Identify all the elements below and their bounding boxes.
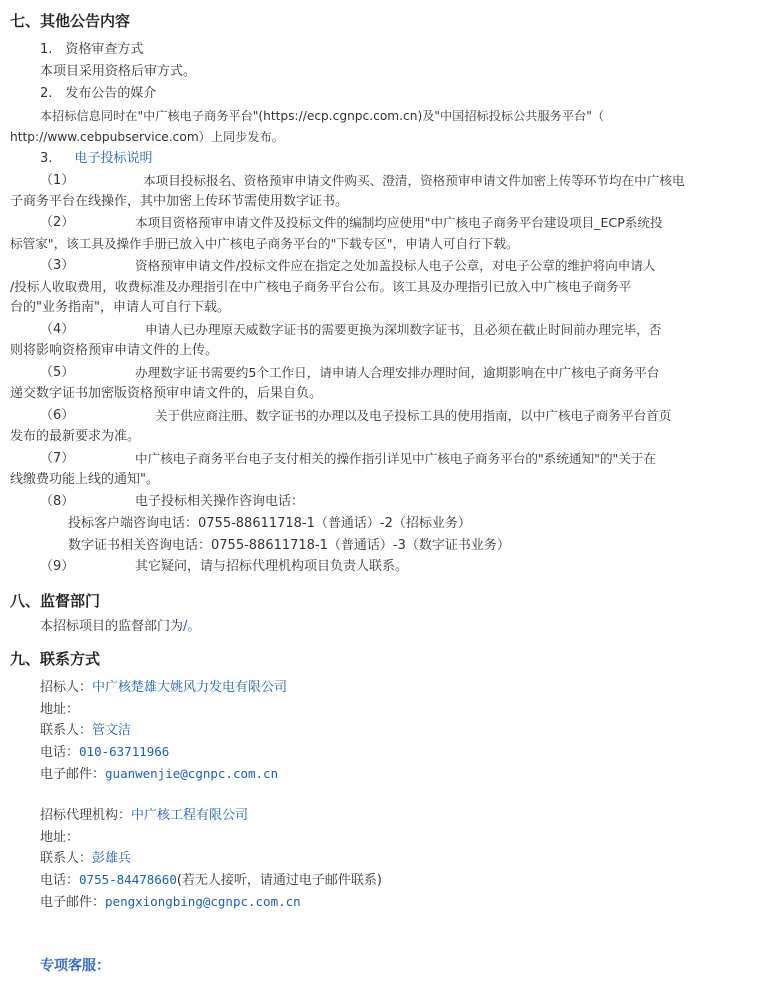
item-1-text: 本项目采用资格后审方式。	[40, 64, 197, 79]
agent-email-label: 电子邮件：	[40, 895, 106, 910]
special-service-title: 专项客服：	[40, 958, 110, 974]
para-7-text-cont: 线缴费功能上线的通知"。	[10, 472, 159, 487]
agent-phone-label: 电话：	[40, 873, 80, 888]
para-1-num: （1）	[40, 173, 75, 188]
agent-address-label: 地址：	[40, 830, 80, 845]
para-4-text-cont: 则将影响资格预审申请文件的上传。	[10, 343, 219, 358]
item-2-text: 本招标信息同时在"中广核电子商务平台"(https://ecp.cgnpc.com.cn)及"中国招标投标公共服务平台"（	[40, 109, 605, 123]
tenderer-phone-value: 010-63711966	[79, 744, 170, 759]
agent-line	[40, 808, 248, 824]
section-7-title: 七、其他公告内容	[10, 12, 131, 30]
tenderer-label: 招标人：	[40, 680, 93, 695]
para-5-num: （5）	[40, 365, 75, 380]
para-2-num: （2）	[40, 215, 75, 230]
para-9-text: 其它疑问，请与招标代理机构项目负责人联系。	[135, 559, 409, 574]
section-8-title: 八、监督部门	[10, 592, 101, 610]
agent-phone-value: 0755-84478660	[79, 872, 177, 887]
tenderer-contact-label: 联系人：	[40, 723, 93, 738]
para-8-num: （8）	[40, 494, 75, 509]
para-5-text-cont: 递交数字证书加密版资格预审申请文件的，后果自负。	[10, 386, 323, 401]
section-9-title: 九、联系方式	[10, 650, 101, 668]
agent-label: 招标代理机构：	[40, 808, 132, 823]
para-3-text-cont: /投标人收取费用，收费标准及办理指引在中广核电子商务平台公布。该工具及办理指引已放入中广核电子商务平	[10, 279, 632, 294]
supervisor-line	[40, 619, 200, 635]
tenderer-email-label: 电子邮件：	[40, 767, 106, 782]
item-3-label: 电子投标说明	[74, 151, 153, 166]
para-6-text-cont: 发布的最新要求为准。	[10, 429, 141, 444]
para-8-phone-cert: 数字证书相关咨询电话：0755-88611718-1（普通话）-3（数字证书业务）	[68, 538, 510, 553]
para-2-text-cont: 标管家"，该工具及操作手册已放入中广核电子商务平台的"下载专区"，申请人可自行下载。	[10, 236, 519, 251]
tenderer-contact-value: 管文洁	[92, 723, 132, 738]
agent-contact-value: 彭雄兵	[92, 851, 132, 866]
para-7-num: （7）	[40, 451, 75, 466]
agent-contact-line	[40, 851, 131, 867]
agent-value: 中广核工程有限公司	[131, 808, 249, 823]
agent-phone-note: (若无人接听，请通过电子邮件联系)	[176, 873, 383, 888]
tenderer-value: 中广核楚雄大姚风力发电有限公司	[92, 680, 288, 695]
para-6-num: （6）	[40, 408, 75, 423]
item-3-heading	[40, 151, 153, 167]
para-9-num: （9）	[40, 559, 75, 574]
item-3-num: 3.	[40, 151, 53, 166]
agent-contact-label: 联系人：	[40, 851, 93, 866]
agent-email-line	[40, 894, 301, 911]
para-7-text: 中广核电子商务平台电子支付相关的操作指引详见中广核电子商务平台的"系统通知"的"关于在	[135, 451, 657, 466]
tenderer-email-line	[40, 766, 278, 783]
para-3-text: 资格预审申请文件/投标文件应在指定之处加盖投标人电子公章，对电子公章的维护将向申请人	[135, 258, 656, 273]
tenderer-address-label: 地址：	[40, 702, 80, 717]
para-1-text: 本项目投标报名、资格预审申请文件购买、澄清，资格预审申请文件加密上传等环节均在中广核电	[143, 173, 685, 188]
para-5-text: 办理数字证书需要约5个工作日，请申请人合理安排办理时间，逾期影响在中广核电子商务平台	[135, 365, 660, 380]
tenderer-email-link[interactable]: guanwenjie@cgnpc.com.cn	[105, 766, 279, 781]
supervisor-value: /。	[183, 619, 201, 634]
para-2-text: 本项目资格预审申请文件及投标文件的编制均应使用"中广核电子商务平台建设项目_ECP系统投	[135, 215, 663, 230]
item-1-label: 1. 资格审查方式	[40, 42, 144, 57]
supervisor-text: 本招标项目的监督部门为	[40, 619, 184, 634]
para-4-num: （4）	[40, 322, 75, 337]
para-8-text: 电子投标相关操作咨询电话：	[135, 494, 305, 509]
item-2-text-cont: http://www.cebpubservice.com）上同步发布。	[10, 130, 284, 144]
agent-email-link[interactable]: pengxiongbing@cgnpc.com.cn	[105, 894, 301, 909]
para-3-num: （3）	[40, 258, 75, 273]
agent-phone-line	[40, 872, 382, 889]
item-2-label: 2. 发布公告的媒介	[40, 86, 157, 101]
tenderer-line	[40, 680, 287, 696]
para-8-phone-client: 投标客户端咨询电话：0755-88611718-1（普通话）-2（招标业务）	[68, 516, 471, 531]
para-1-text-cont: 子商务平台在线操作，其中加密上传环节需使用数字证书。	[10, 194, 349, 209]
para-6-text: 关于供应商注册、数字证书的办理以及电子投标工具的使用指南，以中广核电子商务平台首页	[155, 408, 672, 423]
tenderer-contact-line	[40, 723, 131, 739]
para-3-text-cont2: 台的"业务指南"，申请人可自行下载。	[10, 300, 230, 315]
tenderer-phone-label: 电话：	[40, 745, 80, 760]
para-4-text: 申请人已办理原天威数字证书的需要更换为深圳数字证书，且必须在截止时间前办理完毕，否	[145, 322, 662, 337]
tenderer-phone-line	[40, 744, 169, 761]
